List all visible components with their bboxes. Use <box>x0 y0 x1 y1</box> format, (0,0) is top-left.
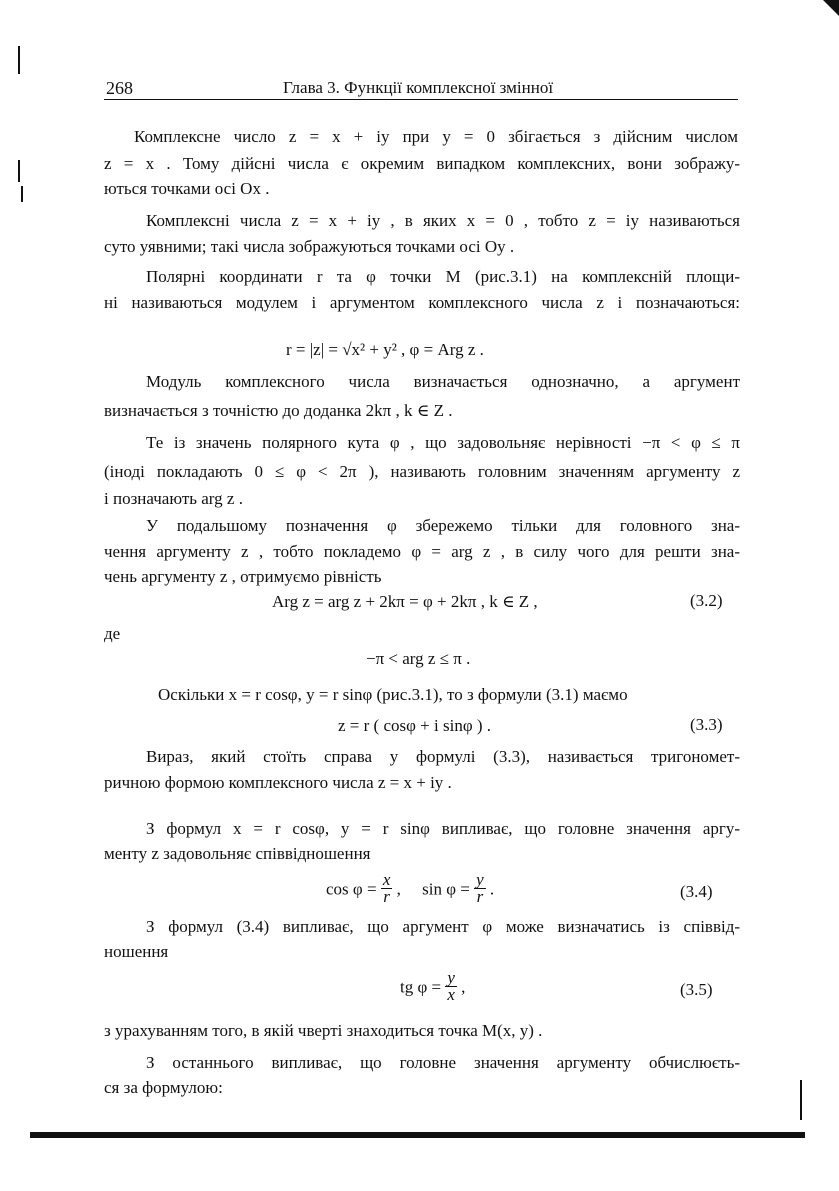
paragraph-line: Те із значень полярного кута φ , що задовольняє нерівності −π < φ ≤ π <box>146 433 740 452</box>
header-rule <box>104 99 738 100</box>
paragraph-line: З формул (3.4) випливає, що аргумент φ може визначатись із співвід- <box>146 917 740 936</box>
paragraph-line: z = x . Тому дійсні числа є окремим випадком комплексних, вони зображу- <box>104 154 740 173</box>
paragraph-line: У подальшому позначення φ збережемо тільки для головного зна- <box>146 516 740 535</box>
scan-corner-mark <box>823 0 839 16</box>
paragraph-line: ношення <box>104 942 169 961</box>
paragraph-line: З формул x = r cosφ, y = r sinφ випливає, що головне значення аргу- <box>146 819 740 838</box>
fraction-x-over-r: $\frac{x}{r}$ <box>382 870 391 906</box>
paragraph-line: ються точками осі Ox . <box>104 179 270 198</box>
equation-number: (3.3) <box>690 715 723 734</box>
scan-margin-mark <box>800 1080 802 1120</box>
paragraph-line: (іноді покладають 0 ≤ φ < 2π ), називають головним значенням аргументу z <box>104 462 740 481</box>
paragraph-line: Вираз, який стоїть справа у формулі (3.3), називається тригономет- <box>146 747 740 766</box>
scan-margin-mark <box>21 186 23 202</box>
sin-lhs: sin φ = <box>422 879 470 899</box>
paragraph-line: З останнього випливає, що головне значення аргументу обчислюєть- <box>146 1053 740 1072</box>
equation-number: (3.2) <box>690 591 723 610</box>
formula-polar: r = |z| = √x² + y² , φ = Arg z . <box>286 340 484 359</box>
formula-3-2: Arg z = arg z + 2kπ = φ + 2kπ , k ∈ Z , <box>272 592 538 611</box>
scan-margin-mark <box>18 160 20 182</box>
tg-lhs: tg φ = <box>400 977 442 997</box>
scan-margin-mark <box>18 46 20 74</box>
fraction-y-over-x: $\frac{y}{x}$ <box>447 968 455 1004</box>
formula-3-3: z = r ( cosφ + i sinφ ) . <box>338 716 492 735</box>
word-de: де <box>104 624 121 643</box>
equation-number: (3.4) <box>680 882 713 901</box>
paragraph-line: ні називаються модулем і аргументом комплексного числа z і позначаються: <box>104 293 740 312</box>
paragraph-line: менту z задовольняє співвідношення <box>104 844 371 863</box>
paragraph-line: з урахуванням того, в якій чверті знаходиться точка M(x, y) . <box>104 1021 543 1040</box>
paragraph-line: суто уявними; такі числа зображуються точками осі Oy . <box>104 237 515 256</box>
paragraph-line: Оскільки x = r cosφ, y = r sinφ (рис.3.1), то з формули (3.1) маємо <box>158 685 628 704</box>
paragraph-line: Модуль комплексного числа визначається однозначно, а аргумент <box>146 372 740 391</box>
formula-3-5: tg φ = $\frac{y}{x}$ , <box>400 968 466 1004</box>
formula-range: −π < arg z ≤ π . <box>366 649 471 668</box>
page-number: 268 <box>106 78 133 98</box>
chapter-title: Глава 3. Функції комплексної змінної <box>283 78 554 97</box>
paragraph-line: ся за формулою: <box>104 1078 223 1097</box>
formula-3-4: cos φ = $\frac{x}{r}$ , sin φ = $\frac{y}{r}$ . <box>326 870 495 906</box>
paragraph-line: визначається з точністю до доданка 2kπ , k ∈ Z . <box>104 401 453 420</box>
paragraph-line: Комплексні числа z = x + iy , в яких x = 0 , тобто z = iy називаються <box>146 211 740 230</box>
paragraph-line: Полярні координати r та φ точки M (рис.3.1) на комплексній площи- <box>146 267 740 286</box>
fraction-y-over-r: $\frac{y}{r}$ <box>476 870 484 906</box>
bottom-scan-bar <box>30 1132 805 1138</box>
paragraph-line: ричною формою комплексного числа z = x + iy . <box>104 773 452 792</box>
cos-lhs: cos φ = <box>326 879 377 899</box>
paragraph-line: і позначають arg z . <box>104 489 243 508</box>
paragraph-line: чення аргументу z , тобто покладемо φ = arg z , в силу чого для решти зна- <box>104 542 740 561</box>
equation-number: (3.5) <box>680 980 713 999</box>
paragraph-line: Комплексне число z = x + iy при y = 0 збігається з дійсним числом <box>134 127 738 146</box>
paragraph-line: чень аргументу z , отримуємо рівність <box>104 567 382 586</box>
